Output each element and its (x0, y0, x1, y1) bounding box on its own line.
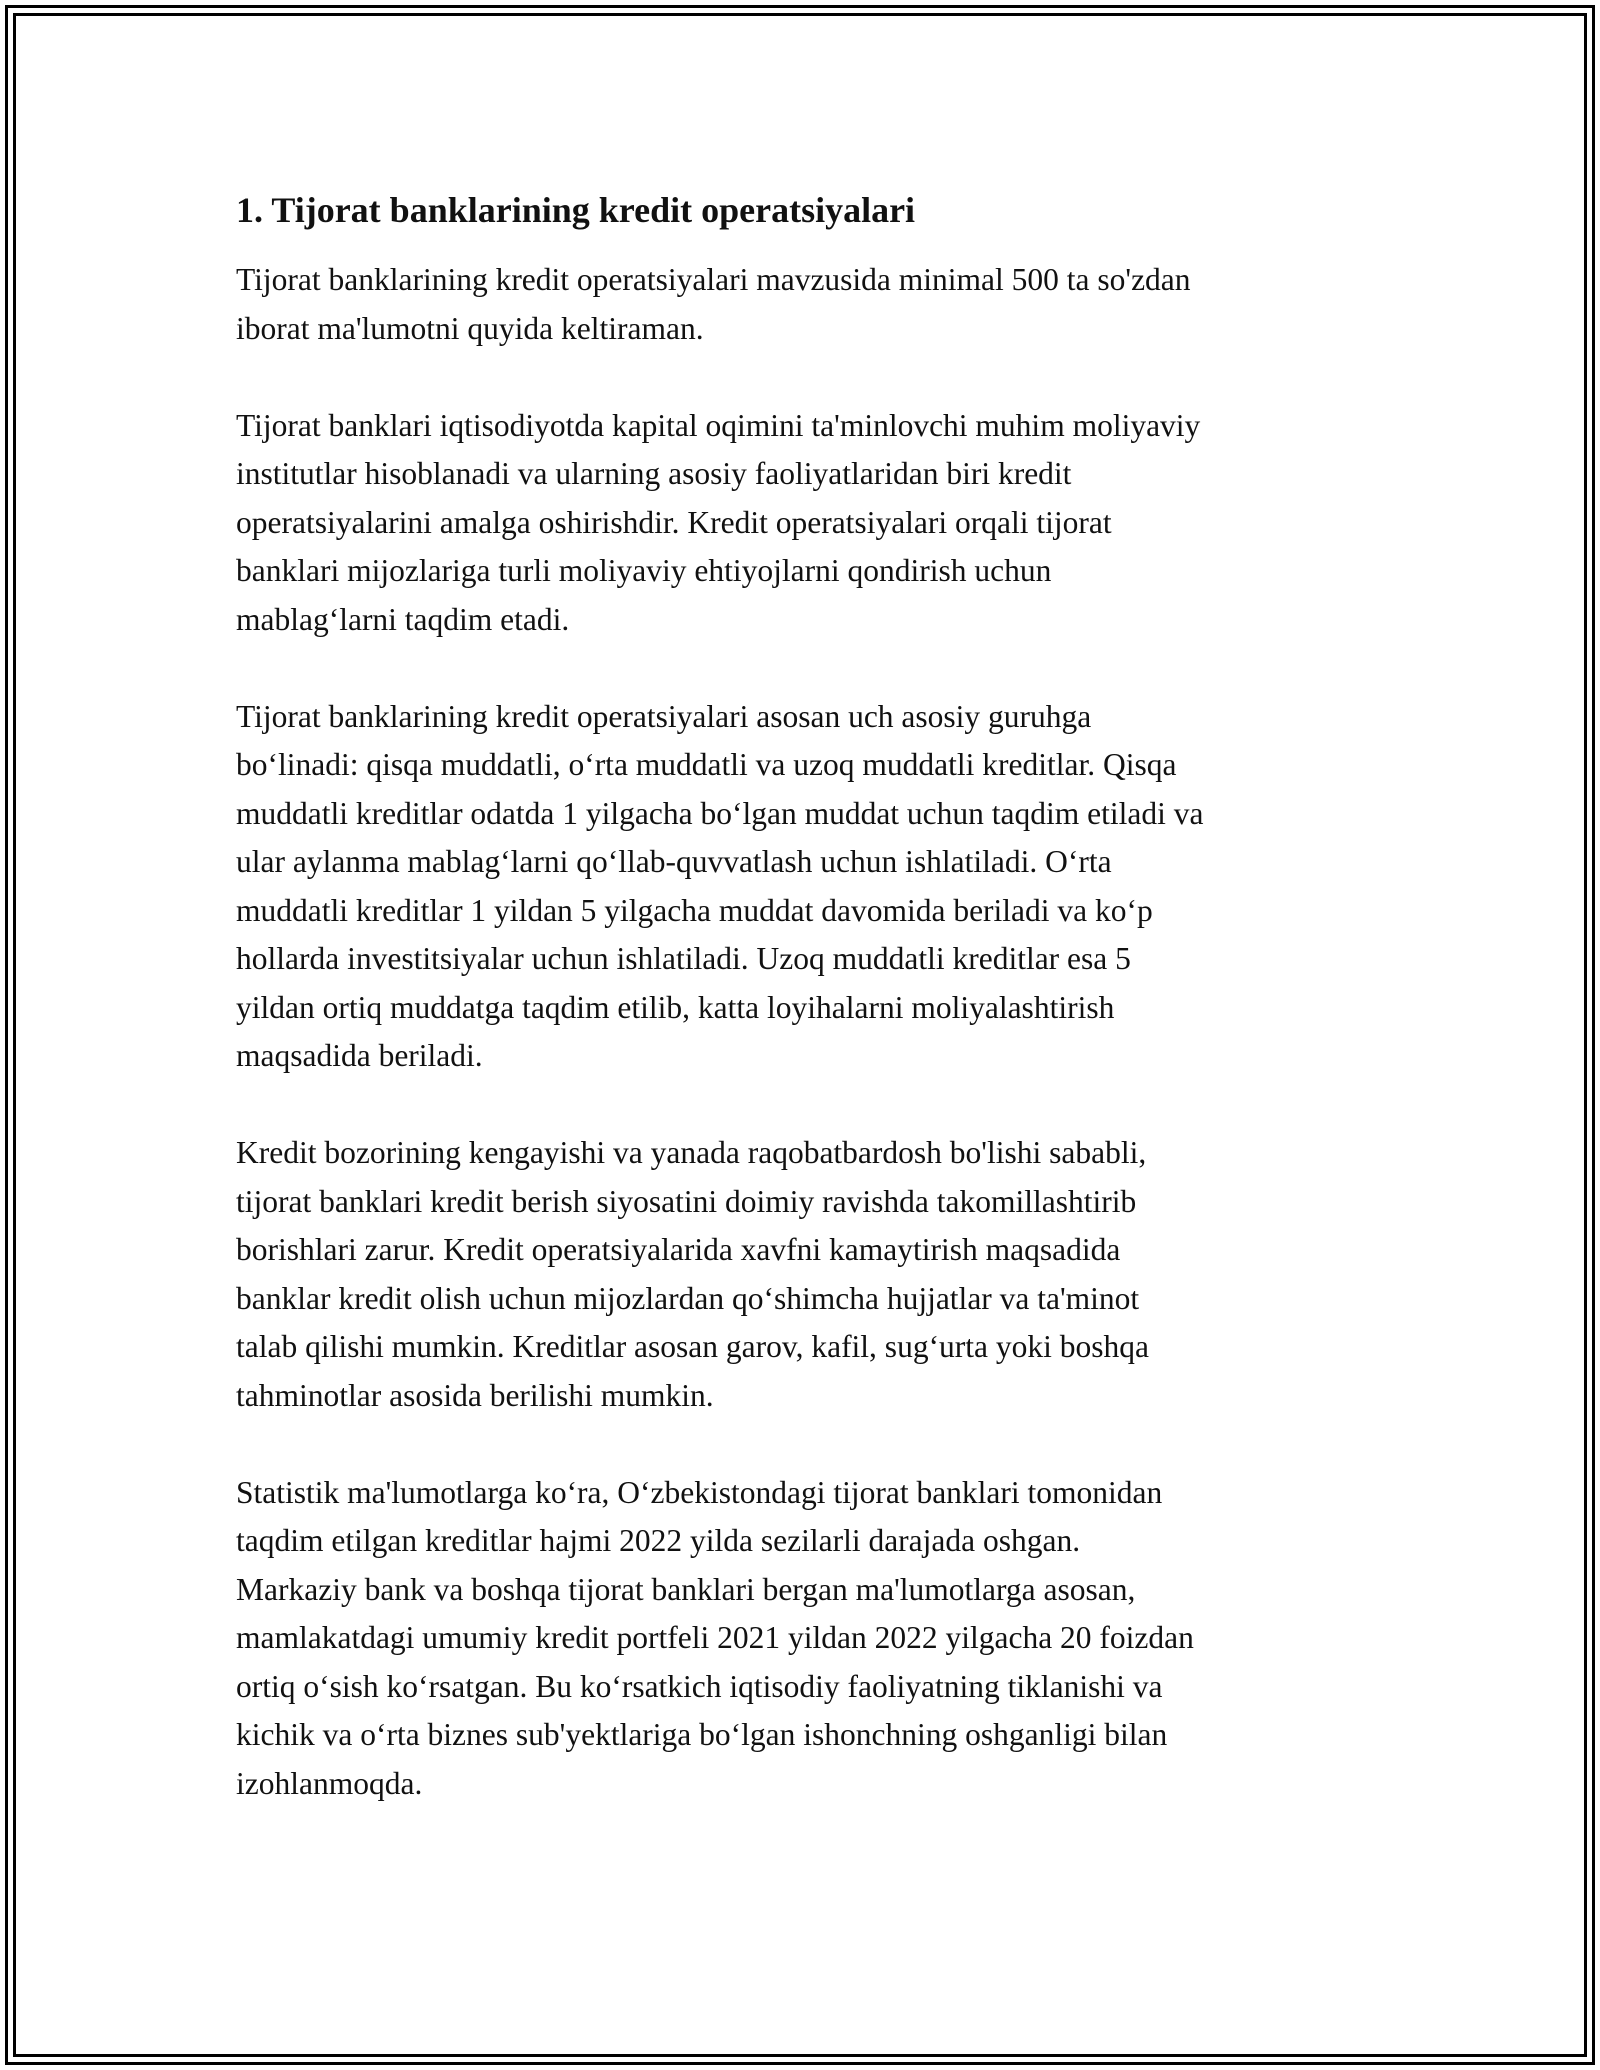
paragraph (236, 402, 1386, 645)
text-line: tahminotlar asosida berilishi mumkin. (236, 1377, 714, 1413)
text-line: tijorat banklari kredit berish siyosatini doimiy ravishda takomillashtirib (236, 1183, 1137, 1219)
text-line: Kredit bozorining kengayishi va yanada raqobatbardosh bo'lishi sababli, (236, 1135, 1147, 1170)
text-line: banklari mijozlariga turli moliyaviy ehtiyojlarni qondirish uchun (236, 553, 1052, 588)
text-line: borishlari zarur. Kredit operatsiyalarida xavfni kamaytirish maqsadida (236, 1232, 1121, 1267)
paragraph (236, 1469, 1386, 1809)
text-line: mablag‘larni taqdim etadi. (236, 601, 570, 637)
document-body (236, 186, 1386, 1857)
text-line: Markaziy bank va boshqa tijorat banklari bergan ma'lumotlarga asosan, (236, 1571, 1136, 1607)
paragraph (236, 1129, 1386, 1420)
paragraph (236, 256, 1386, 353)
text-line: iborat ma'lumotni quyida keltiraman. (236, 310, 704, 346)
text-line: Statistik ma'lumotlarga ko‘ra, O‘zbekistondagi tijorat banklari tomonidan (236, 1474, 1163, 1510)
text-line: institutlar hisoblanadi va ularning asosiy faoliyatlaridan biri kredit (236, 456, 1072, 491)
text-line: Tijorat banklarining kredit operatsiyalari mavzusida minimal 500 ta so'zdan (236, 262, 1191, 297)
text-line: maqsadida beriladi. (236, 1038, 483, 1073)
section-heading: 1. Tijorat banklarining kredit operatsiyalari (236, 190, 916, 230)
text-line: muddatli kreditlar odatda 1 yilgacha bo‘lgan muddat uchun taqdim etiladi va (236, 795, 1204, 831)
text-line: operatsiyalarini amalga oshirishdir. Kredit operatsiyalari orqali tijorat (236, 504, 1112, 540)
text-line: taqdim etilgan kreditlar hajmi 2022 yilda sezilarli darajada oshgan. (236, 1523, 1081, 1558)
text-line: mamlakatdagi umumiy kredit portfeli 2021 yildan 2022 yilgacha 20 foizdan (236, 1620, 1194, 1655)
text-line: kichik va o‘rta biznes sub'yektlariga bo‘lgan ishonchning oshganligi bilan (236, 1717, 1168, 1752)
text-line: talab qilishi mumkin. Kreditlar asosan garov, kafil, sug‘urta yoki boshqa (236, 1329, 1150, 1364)
text-line: ular aylanma mablag‘larni qo‘llab-quvvatlash uchun ishlatiladi. O‘rta (236, 844, 1112, 879)
paragraph-list (236, 256, 1386, 1808)
text-line: hollarda investitsiyalar uchun ishlatiladi. Uzoq muddatli kreditlar esa 5 (236, 941, 1131, 976)
text-line: banklar kredit olish uchun mijozlardan qo‘shimcha hujjatlar va ta'minot (236, 1280, 1140, 1316)
text-line: Tijorat banklari iqtisodiyotda kapital oqimini ta'minlovchi muhim moliyaviy (236, 407, 1201, 443)
text-line: muddatli kreditlar 1 yildan 5 yilgacha muddat davomida beriladi va ko‘p (236, 892, 1153, 928)
text-line: bo‘linadi: qisqa muddatli, o‘rta muddatli va uzoq muddatli kreditlar. Qisqa (236, 747, 1177, 782)
text-line: izohlanmoqda. (236, 1765, 423, 1801)
paragraph (236, 693, 1386, 1081)
text-line: ortiq o‘sish ko‘rsatgan. Bu ko‘rsatkich iqtisodiy faoliyatning tiklanishi va (236, 1668, 1163, 1704)
text-line: Tijorat banklarining kredit operatsiyalari asosan uch asosiy guruhga (236, 698, 1092, 734)
text-line: yildan ortiq muddatga taqdim etilib, katta loyihalarni moliyalashtirish (236, 989, 1115, 1025)
